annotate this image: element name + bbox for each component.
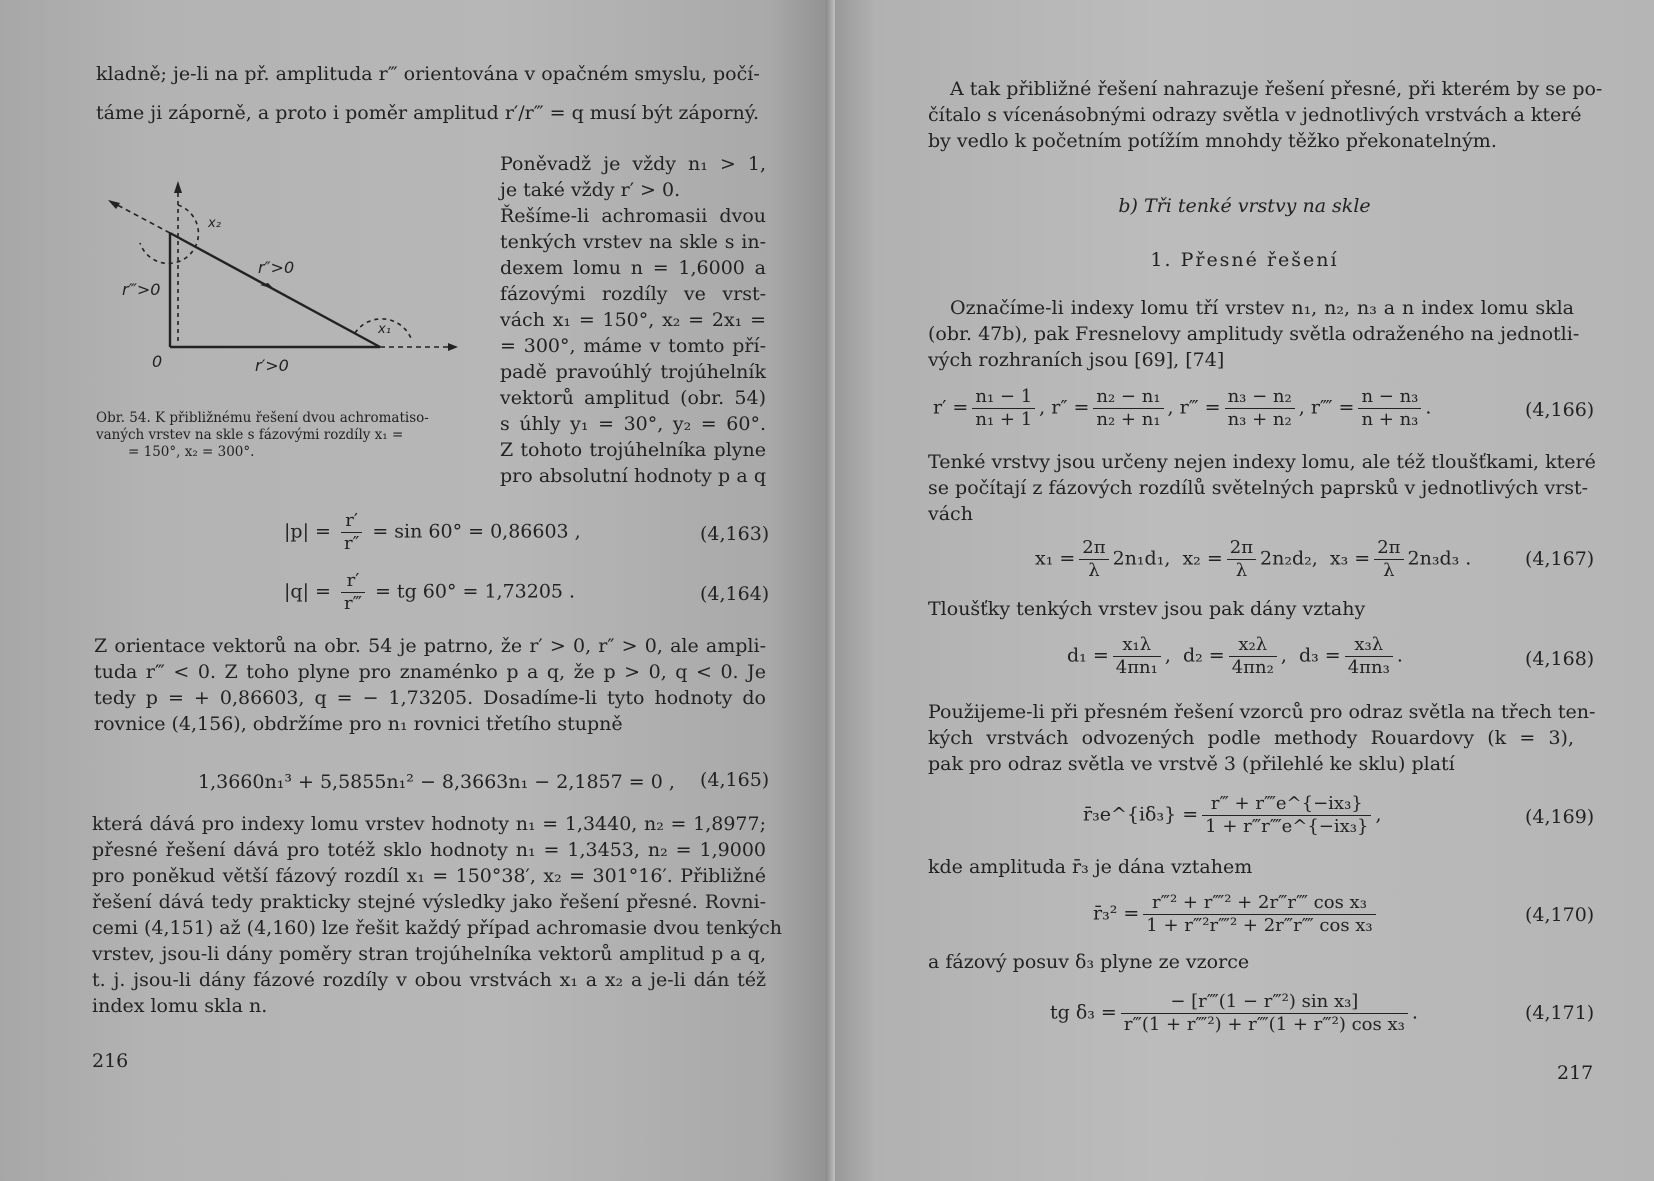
subsection-heading: 1. Přesné řešení — [1150, 249, 1339, 271]
fraction: $\frac{2\pi}{\lambda}$ — [1079, 537, 1108, 582]
vector-r-double — [170, 233, 380, 347]
equation-number: (4,168) — [1525, 648, 1595, 670]
text-line: kladně; je-li na př. amplituda r‴ orientována v opačném smyslu, počí- — [96, 63, 760, 85]
text-line: přesné řešení dává pro totéž sklo hodnoty n₁ = 1,3453, n₂ = 1,9000 — [92, 839, 766, 861]
fraction: $\frac{2\pi}{\lambda}$ — [1227, 537, 1256, 582]
equation-4164: |q| = $\frac{r'}{r‴}$ = tg 60° = 1,73205 . — [284, 570, 576, 614]
text-line: pak pro odraz světla ve vrstvě 3 (přilehlé ke sklu) platí — [928, 753, 1455, 775]
figure-54-vector-triangle — [100, 165, 480, 390]
page-number: 217 — [1557, 1062, 1594, 1084]
baseline-arrow-icon — [448, 343, 458, 351]
text-line: rovnice (4,156), obdržíme pro n₁ rovnici třetího stupně — [94, 713, 623, 735]
text-line: tenkých vrstev na skle s in- — [500, 231, 766, 253]
text-line: dexem lomu n = 1,6000 a — [500, 257, 766, 279]
text-line: Označíme-li indexy lomu tří vrstev n₁, n₂, n₃ a n index lomu skla — [950, 297, 1574, 319]
fraction: $\frac{\text{n − n₃}}{\text{n + n₃}}$ — [1358, 386, 1421, 431]
text-line: která dává pro indexy lomu vrstev hodnoty n₁ = 1,3440, n₂ = 1,8977; — [92, 813, 766, 835]
text-line: t. j. jsou-li dány fázové rozdíly v obou vrstvách x₁ a x₂ a je-li dán též — [92, 969, 766, 991]
text-line: řešení dává tedy prakticky stejné výsledky jako řešení přesné. Rovni- — [92, 891, 766, 913]
right-page — [835, 0, 1654, 1181]
text-line: (obr. 47b), pak Fresnelovy amplitudy světla odraženého na jednotli- — [928, 323, 1580, 345]
text-line: je také vždy r′ > 0. — [500, 179, 681, 201]
axis-arrow-icon — [174, 181, 182, 193]
text-line: vách — [928, 503, 973, 525]
fraction: $\frac{\text{− [r⁗(1 − r‴²) sin x₃]}}{\text{r‴(1 + r⁗²) + r⁗(1 + r‴²) cos x₃}}$ — [1121, 991, 1408, 1036]
text-line: tuda r‴ < 0. Z toho plyne pro znaménko p a q, že p > 0, q < 0. Je — [94, 661, 766, 683]
text-line: pro poněkud větší fázový rozdíl x₁ = 150°38′, x₂ = 301°16′. Přibližné — [92, 865, 766, 887]
text-line: vrstev, jsou-li dány poměry stran trojúhelníka vektorů amplitud p a q, — [92, 943, 766, 965]
text-line: vektorů amplitud (obr. 54) — [500, 387, 766, 409]
text-line: Řešíme-li achromasii dvou — [500, 205, 766, 227]
label-x2: x₂ — [208, 216, 221, 231]
text-line: cemi (4,151) až (4,160) lze řešit každý případ achromasie dvou tenkých — [92, 917, 782, 939]
equation-4166: r′ = $\frac{\text{n₁ − 1}}{\text{n₁ + 1}}$ , r″ = $\frac{\text{n₂ − n₁}}{\text{n₂ + n₁}}$ , r‴ = $\frac{\text{n₃ − n₂}}{\text{n₃ + n₂}}$ , r⁗ = $\frac{\text{n − n₃}}{\text{n + n₃}}$ . — [933, 386, 1432, 430]
fraction: $\frac{2\pi}{\lambda}$ — [1374, 537, 1403, 582]
equation-4163: |p| = $\frac{r'}{r''}$ = sin 60° = 0,86603 , — [284, 510, 581, 554]
label-x1: x₁ — [378, 322, 391, 337]
figure-caption-line: Obr. 54. K přibližnému řešení dvou achromatiso- — [96, 410, 429, 426]
fraction: $\frac{r'}{r‴}$ — [341, 570, 365, 615]
equation-number: (4,163) — [700, 523, 770, 545]
equation-number: (4,169) — [1525, 806, 1595, 828]
text-line: Tenké vrstvy jsou určeny nejen indexy lomu, ale též tloušťkami, které — [928, 451, 1596, 473]
label-r-prime: r′>0 — [255, 356, 289, 375]
label-r-triple: r‴>0 — [122, 280, 161, 299]
label-r-double: r″>0 — [258, 258, 295, 277]
text-line: se počítají z fázových rozdílů světelných paprsků v jednotlivých vrst- — [928, 477, 1589, 499]
text-line: Použijeme-li při přesném řešení vzorců pro odraz světla na třech ten- — [928, 701, 1596, 723]
text-line: by vedlo k početním potížím mnohdy těžko překonatelným. — [928, 130, 1497, 152]
equation-number: (4,167) — [1525, 548, 1595, 570]
text-line: kde amplituda r̄₃ je dána vztahem — [928, 856, 1253, 878]
text-line: = 300°, máme v tomto pří- — [500, 335, 766, 357]
fraction: $\frac{\text{x₂λ}}{\text{4πn₂}}$ — [1229, 634, 1277, 679]
equation-number: (4,165) — [700, 769, 770, 791]
equation-4167: x₁ = $\frac{2\pi}{\lambda}$ 2n₁d₁, x₂ = $\frac{2\pi}{\lambda}$ 2n₂d₂, x₃ = $\frac{2\pi}{\lambda}$ 2n₃d₃ . — [1035, 537, 1472, 581]
text-line: vých rozhraních jsou [69], [74] — [928, 349, 1225, 371]
text-line: padě pravoúhlý trojúhelník — [500, 361, 766, 383]
figure-caption-line: vaných vrstev na skle s fázovými rozdíly x₁ = — [96, 427, 404, 443]
text-line: index lomu skla n. — [92, 995, 268, 1017]
dashed-arrow-icon — [108, 200, 120, 209]
fraction: $\frac{\text{x₁λ}}{\text{4πn₁}}$ — [1113, 634, 1161, 679]
page-number: 216 — [92, 1050, 129, 1072]
text-line: a fázový posuv δ₃ plyne ze vzorce — [928, 951, 1250, 973]
equation-number: (4,164) — [700, 583, 770, 605]
text-line: s úhly y₁ = 30°, y₂ = 60°. — [500, 413, 766, 435]
text-line: vách x₁ = 150°, x₂ = 2x₁ = — [500, 309, 766, 331]
text-line: táme ji záporně, a proto i poměr amplitud r′/r‴ = q musí být záporný. — [96, 102, 760, 124]
text-line: kých vrstvách odvozených podle methody Rouardovy (k = 3), — [928, 727, 1574, 749]
fraction: $\frac{r'}{r''}$ — [341, 510, 362, 555]
equation-4168: d₁ = $\frac{\text{x₁λ}}{\text{4πn₁}}$ , d₂ = $\frac{\text{x₂λ}}{\text{4πn₂}}$ , d₃ = $\frac{\text{x₃λ}}{\text{4πn₃}}$ . — [1067, 634, 1403, 678]
equation-4170: r̄₃² = $\frac{\text{r‴² + r⁗² + 2r‴r⁗ cos x₃}}{\text{1 + r‴²r⁗² + 2r‴r⁗ cos x₃}}$ — [1093, 892, 1380, 937]
equation-4165: 1,3660n₁³ + 5,5855n₁² − 8,3663n₁ − 2,1857 = 0 , — [198, 771, 675, 793]
text-line: tedy p = + 0,86603, q = − 1,73205. Dosadíme-li tyto hodnoty do — [94, 687, 766, 709]
text-line: fázovými rozdíly ve vrst- — [500, 283, 766, 305]
fraction: $\frac{\text{n₁ − 1}}{\text{n₁ + 1}}$ — [972, 386, 1035, 431]
text-line: Tloušťky tenkých vrstev jsou pak dány vztahy — [928, 598, 1366, 620]
fraction: $\frac{\text{n₂ − n₁}}{\text{n₂ + n₁}}$ — [1093, 386, 1163, 431]
fraction: $\frac{\text{x₃λ}}{\text{4πn₃}}$ — [1345, 634, 1393, 679]
equation-number: (4,170) — [1525, 904, 1595, 926]
section-heading: b) Tři tenké vrstvy na skle — [1118, 195, 1371, 217]
text-line: A tak přibližné řešení nahrazuje řešení přesné, při kterém by se po- — [950, 78, 1603, 100]
fraction: $\frac{\text{r‴² + r⁗² + 2r‴r⁗ cos x₃}}{\text{1 + r‴²r⁗² + 2r‴r⁗ cos x₃}}$ — [1143, 892, 1375, 937]
text-line: pro absolutní hodnoty p a q — [500, 465, 766, 487]
equation-number: (4,171) — [1525, 1002, 1595, 1024]
fraction: $\frac{\text{r‴ + r⁗e\textasciicircum{}\{−ix₃\}}}{\text{1 + r‴r⁗e\textasciicircum{}\{−ix₃\}}}$ — [1202, 793, 1371, 838]
text-line: Z orientace vektorů na obr. 54 je patrno, že r′ > 0, r″ > 0, ale ampli- — [94, 635, 766, 657]
label-origin: 0 — [152, 352, 163, 371]
text-line: čítalo s vícenásobnými odrazy světla v jednotlivých vrstvách a které — [928, 104, 1582, 126]
fraction: $\frac{\text{n₃ − n₂}}{\text{n₃ + n₂}}$ — [1225, 386, 1295, 431]
equation-4169: r̄₃e^{iδ₃} = $\frac{\text{r‴ + r⁗e\textasciicircum{}\{−ix₃\}}}{\text{1 + r‴r⁗e\textasciicircum{}\{−ix₃\}}}$ , — [1083, 793, 1382, 837]
text-line: Z tohoto trojúhelníka plyne — [500, 439, 766, 461]
equation-number: (4,166) — [1525, 399, 1595, 421]
text-line: Poněvadž je vždy n₁ > 1, — [500, 153, 766, 175]
equation-4171: tg δ₃ = $\frac{\text{− [r⁗(1 − r‴²) sin x₃]}}{\text{r‴(1 + r⁗²) + r⁗(1 + r‴²) cos x₃}}$ . — [1050, 991, 1418, 1035]
figure-caption-line: = 150°, x₂ = 300°. — [128, 444, 255, 460]
